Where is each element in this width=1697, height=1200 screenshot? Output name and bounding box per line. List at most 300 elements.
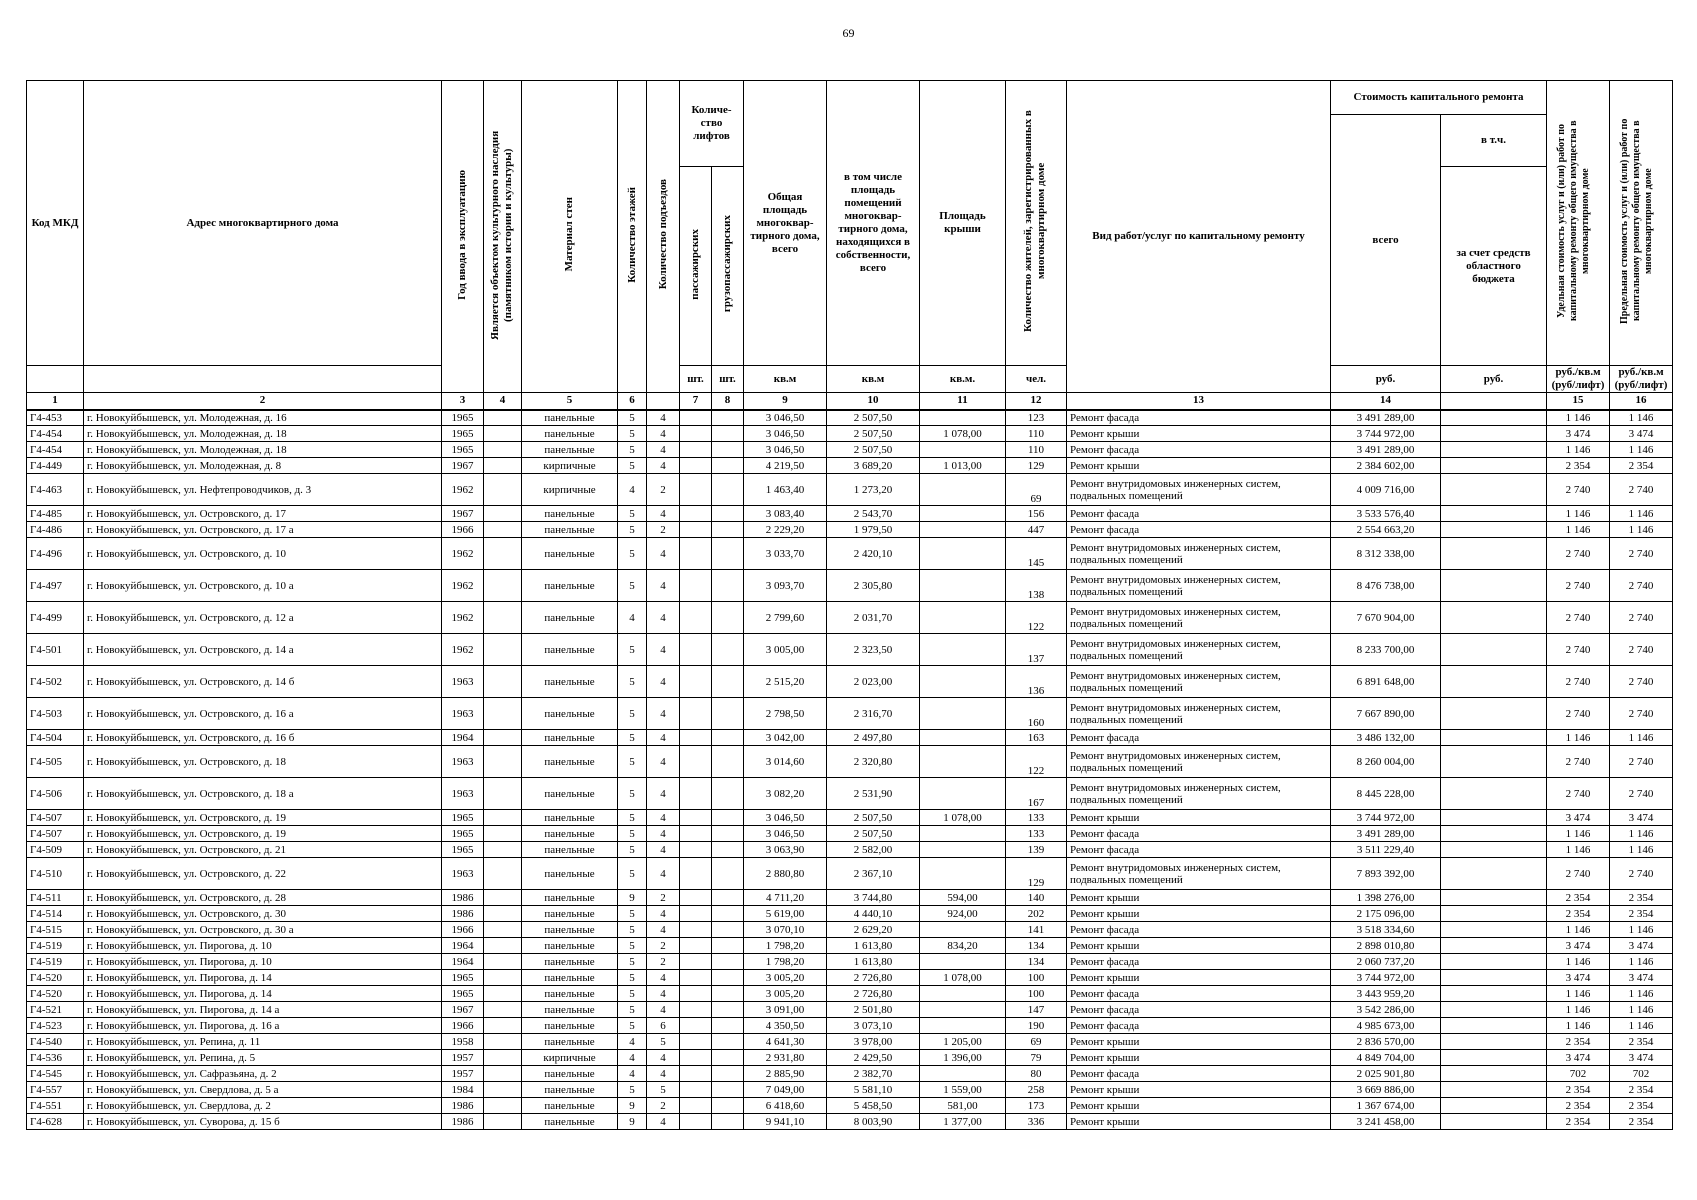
- cell-cost-regional: [1441, 426, 1547, 442]
- cell-cost-regional: [1441, 746, 1547, 778]
- cell-wall: панельные: [522, 538, 618, 570]
- cell-address: г. Новокуйбышевск, ул. Молодежная, д. 18: [84, 426, 442, 442]
- cell-cost-total: 3 491 289,00: [1331, 442, 1441, 458]
- cell-max-cost: 1 146: [1610, 986, 1673, 1002]
- cell-wall: панельные: [522, 858, 618, 890]
- cell-area-owned: 2 507,50: [827, 810, 920, 826]
- cell-wall: панельные: [522, 1082, 618, 1098]
- cell-wall: панельные: [522, 698, 618, 730]
- header-area-owned: в том числе площадь помещений многоквар-тирного дома, находящихся в собственности, всего: [827, 81, 920, 366]
- cell-entrances: 4: [647, 1066, 680, 1082]
- cell-code: Г4-499: [27, 602, 84, 634]
- header-work-type: Вид работ/услуг по капитальному ремонту: [1067, 81, 1331, 393]
- cell-max-cost: 2 354: [1610, 1114, 1673, 1130]
- cell-heritage: [484, 538, 522, 570]
- cell-cost-regional: [1441, 730, 1547, 746]
- cell-area-total: 1 463,40: [744, 474, 827, 506]
- cell-address: г. Новокуйбышевск, ул. Молодежная, д. 16: [84, 410, 442, 426]
- cell-cost-regional: [1441, 698, 1547, 730]
- cell-roof: [920, 602, 1006, 634]
- column-number: 8: [712, 393, 744, 410]
- cell-wall: панельные: [522, 506, 618, 522]
- cell-floors: 5: [618, 426, 647, 442]
- cell-floors: 5: [618, 634, 647, 666]
- cell-area-total: 7 049,00: [744, 1082, 827, 1098]
- cell-wall: панельные: [522, 1018, 618, 1034]
- cell-heritage: [484, 410, 522, 426]
- cell-roof: [920, 506, 1006, 522]
- cell-work: Ремонт крыши: [1067, 810, 1331, 826]
- cell-cost-regional: [1441, 666, 1547, 698]
- cell-unit-cost: 2 740: [1547, 666, 1610, 698]
- cell-lifts-cargo: [712, 1018, 744, 1034]
- cell-roof: 924,00: [920, 906, 1006, 922]
- cell-area-owned: 2 507,50: [827, 426, 920, 442]
- cell-cost-regional: [1441, 506, 1547, 522]
- cell-entrances: 4: [647, 986, 680, 1002]
- cell-code: Г4-507: [27, 826, 84, 842]
- cell-unit-cost: 2 740: [1547, 538, 1610, 570]
- header-lifts: Количе-ство лифтов: [680, 81, 744, 167]
- cell-heritage: [484, 522, 522, 538]
- cell-max-cost: 3 474: [1610, 810, 1673, 826]
- cell-code: Г4-501: [27, 634, 84, 666]
- cell-max-cost: 1 146: [1610, 826, 1673, 842]
- cell-residents: 134: [1006, 954, 1067, 970]
- cell-unit-cost: 2 740: [1547, 778, 1610, 810]
- cell-work: Ремонт крыши: [1067, 906, 1331, 922]
- cell-code: Г4-509: [27, 842, 84, 858]
- cell-cost-regional: [1441, 906, 1547, 922]
- cell-year: 1986: [442, 1098, 484, 1114]
- cell-residents: 100: [1006, 986, 1067, 1002]
- unit-area-total: кв.м: [744, 366, 827, 393]
- cell-area-total: 3 033,70: [744, 538, 827, 570]
- cell-entrances: 6: [647, 1018, 680, 1034]
- unit-area-owned: кв.м: [827, 366, 920, 393]
- header-cost-regional: за счет средств областного бюджета: [1441, 167, 1547, 366]
- cell-unit-cost: 1 146: [1547, 842, 1610, 858]
- table-row: [27, 442, 1673, 458]
- cell-roof: [920, 474, 1006, 506]
- cell-address: г. Новокуйбышевск, ул. Островского, д. 22: [84, 858, 442, 890]
- cell-cost-total: 4 009 716,00: [1331, 474, 1441, 506]
- cell-unit-cost: 2 354: [1547, 1082, 1610, 1098]
- cell-code: Г4-496: [27, 538, 84, 570]
- cell-lifts-pass: [680, 922, 712, 938]
- cell-max-cost: 2 740: [1610, 538, 1673, 570]
- cell-entrances: 4: [647, 602, 680, 634]
- cell-lifts-cargo: [712, 970, 744, 986]
- cell-code: Г4-485: [27, 506, 84, 522]
- cell-area-owned: 2 367,10: [827, 858, 920, 890]
- cell-code: Г4-519: [27, 938, 84, 954]
- cell-area-owned: 2 305,80: [827, 570, 920, 602]
- cell-year: 1967: [442, 506, 484, 522]
- cell-lifts-pass: [680, 842, 712, 858]
- cell-area-owned: 2 320,80: [827, 746, 920, 778]
- cell-cost-total: 3 518 334,60: [1331, 922, 1441, 938]
- cell-address: г. Новокуйбышевск, ул. Островского, д. 19: [84, 826, 442, 842]
- cell-area-total: 2 799,60: [744, 602, 827, 634]
- cell-code: Г4-536: [27, 1050, 84, 1066]
- cell-work: Ремонт крыши: [1067, 1034, 1331, 1050]
- cell-year: 1962: [442, 474, 484, 506]
- cell-cost-total: 3 669 886,00: [1331, 1082, 1441, 1098]
- cell-heritage: [484, 746, 522, 778]
- cell-heritage: [484, 1114, 522, 1130]
- cell-roof: 1 559,00: [920, 1082, 1006, 1098]
- cell-entrances: 2: [647, 890, 680, 906]
- cell-year: 1958: [442, 1034, 484, 1050]
- cell-code: Г4-519: [27, 954, 84, 970]
- cell-unit-cost: 2 740: [1547, 634, 1610, 666]
- cell-area-total: 3 005,00: [744, 634, 827, 666]
- cell-cost-regional: [1441, 1050, 1547, 1066]
- unit-residents: чел.: [1006, 366, 1067, 393]
- cell-unit-cost: 1 146: [1547, 986, 1610, 1002]
- cell-max-cost: 2 740: [1610, 698, 1673, 730]
- cell-floors: 9: [618, 1114, 647, 1130]
- cell-floors: 4: [618, 1066, 647, 1082]
- cell-address: г. Новокуйбышевск, ул. Молодежная, д. 18: [84, 442, 442, 458]
- cell-area-total: 3 046,50: [744, 442, 827, 458]
- header-cost-incl: в т.ч.: [1441, 115, 1547, 167]
- cell-heritage: [484, 938, 522, 954]
- cell-year: 1964: [442, 954, 484, 970]
- cell-unit-cost: 2 354: [1547, 890, 1610, 906]
- cell-lifts-cargo: [712, 474, 744, 506]
- cell-code: Г4-523: [27, 1018, 84, 1034]
- cell-area-total: 3 083,40: [744, 506, 827, 522]
- cell-area-owned: 3 744,80: [827, 890, 920, 906]
- table-row: [27, 810, 1673, 826]
- cell-work: Ремонт фасада: [1067, 1066, 1331, 1082]
- cell-work: Ремонт внутридомовых инженерных систем, подвальных помещений: [1067, 698, 1331, 730]
- cell-cost-total: 3 744 972,00: [1331, 426, 1441, 442]
- cell-max-cost: 1 146: [1610, 410, 1673, 426]
- cell-floors: 4: [618, 602, 647, 634]
- cell-heritage: [484, 570, 522, 602]
- cell-year: 1962: [442, 634, 484, 666]
- cell-unit-cost: 1 146: [1547, 954, 1610, 970]
- cell-area-total: 4 350,50: [744, 1018, 827, 1034]
- cell-address: г. Новокуйбышевск, ул. Пирогова, д. 14: [84, 970, 442, 986]
- table-row: [27, 970, 1673, 986]
- cell-address: г. Новокуйбышевск, ул. Островского, д. 30: [84, 906, 442, 922]
- cell-residents: 110: [1006, 442, 1067, 458]
- cell-max-cost: 1 146: [1610, 442, 1673, 458]
- cell-area-owned: 2 543,70: [827, 506, 920, 522]
- column-number-row: [27, 393, 1673, 410]
- cell-address: г. Новокуйбышевск, ул. Молодежная, д. 8: [84, 458, 442, 474]
- cell-work: Ремонт крыши: [1067, 1082, 1331, 1098]
- cell-wall: панельные: [522, 426, 618, 442]
- cell-cost-total: 8 476 738,00: [1331, 570, 1441, 602]
- cell-unit-cost: 3 474: [1547, 810, 1610, 826]
- cell-address: г. Новокуйбышевск, ул. Островского, д. 14 б: [84, 666, 442, 698]
- cell-work: Ремонт крыши: [1067, 1098, 1331, 1114]
- cell-residents: 138: [1006, 570, 1067, 602]
- cell-code: Г4-511: [27, 890, 84, 906]
- cell-lifts-pass: [680, 1050, 712, 1066]
- cell-year: 1964: [442, 730, 484, 746]
- column-number: 9: [744, 393, 827, 410]
- cell-lifts-cargo: [712, 746, 744, 778]
- cell-area-total: 1 798,20: [744, 938, 827, 954]
- cell-entrances: 4: [647, 426, 680, 442]
- cell-year: 1962: [442, 602, 484, 634]
- cell-lifts-pass: [680, 1018, 712, 1034]
- table-row: [27, 1050, 1673, 1066]
- column-number: 7: [680, 393, 712, 410]
- cell-cost-regional: [1441, 474, 1547, 506]
- column-number: 14: [1331, 393, 1441, 410]
- cell-cost-total: 2 898 010,80: [1331, 938, 1441, 954]
- cell-work: Ремонт внутридомовых инженерных систем, подвальных помещений: [1067, 666, 1331, 698]
- cell-cost-total: 7 670 904,00: [1331, 602, 1441, 634]
- cell-unit-cost: 1 146: [1547, 730, 1610, 746]
- cell-heritage: [484, 986, 522, 1002]
- cell-cost-total: 3 533 576,40: [1331, 506, 1441, 522]
- cell-residents: 134: [1006, 938, 1067, 954]
- cell-unit-cost: 3 474: [1547, 938, 1610, 954]
- cell-area-owned: 2 316,70: [827, 698, 920, 730]
- cell-area-total: 1 798,20: [744, 954, 827, 970]
- cell-entrances: 4: [647, 570, 680, 602]
- cell-max-cost: 702: [1610, 1066, 1673, 1082]
- cell-cost-total: 2 384 602,00: [1331, 458, 1441, 474]
- cell-roof: [920, 442, 1006, 458]
- column-number: 11: [920, 393, 1006, 410]
- cell-entrances: 4: [647, 458, 680, 474]
- cell-residents: 336: [1006, 1114, 1067, 1130]
- cell-code: Г4-514: [27, 906, 84, 922]
- cell-work: Ремонт внутридомовых инженерных систем, подвальных помещений: [1067, 778, 1331, 810]
- cell-lifts-cargo: [712, 410, 744, 426]
- header-year: Год ввода в эксплуатацию: [442, 81, 484, 393]
- cell-heritage: [484, 634, 522, 666]
- cell-lifts-cargo: [712, 426, 744, 442]
- cell-area-total: 2 229,20: [744, 522, 827, 538]
- cell-residents: 140: [1006, 890, 1067, 906]
- cell-area-owned: 2 497,80: [827, 730, 920, 746]
- cell-residents: 447: [1006, 522, 1067, 538]
- cell-entrances: 4: [647, 858, 680, 890]
- cell-lifts-pass: [680, 954, 712, 970]
- cell-wall: панельные: [522, 1034, 618, 1050]
- cell-unit-cost: 3 474: [1547, 1050, 1610, 1066]
- cell-cost-total: 2 025 901,80: [1331, 1066, 1441, 1082]
- table-row: [27, 778, 1673, 810]
- cell-residents: 147: [1006, 1002, 1067, 1018]
- cell-year: 1963: [442, 858, 484, 890]
- cell-unit-cost: 1 146: [1547, 442, 1610, 458]
- cell-max-cost: 2 354: [1610, 458, 1673, 474]
- cell-area-total: 3 046,50: [744, 426, 827, 442]
- cell-floors: 5: [618, 538, 647, 570]
- cell-entrances: 5: [647, 1034, 680, 1050]
- cell-area-owned: 5 581,10: [827, 1082, 920, 1098]
- cell-heritage: [484, 922, 522, 938]
- cell-lifts-pass: [680, 634, 712, 666]
- cell-heritage: [484, 442, 522, 458]
- cell-lifts-pass: [680, 570, 712, 602]
- cell-lifts-pass: [680, 458, 712, 474]
- cell-year: 1984: [442, 1082, 484, 1098]
- cell-lifts-cargo: [712, 666, 744, 698]
- cell-floors: 5: [618, 522, 647, 538]
- cell-floors: 5: [618, 506, 647, 522]
- cell-heritage: [484, 778, 522, 810]
- cell-lifts-cargo: [712, 954, 744, 970]
- cell-roof: 1 078,00: [920, 810, 1006, 826]
- cell-address: г. Новокуйбышевск, ул. Островского, д. 19: [84, 810, 442, 826]
- cell-area-owned: 1 273,20: [827, 474, 920, 506]
- table-header: [27, 81, 1673, 410]
- cell-lifts-pass: [680, 442, 712, 458]
- cell-floors: 4: [618, 1034, 647, 1050]
- cell-heritage: [484, 1050, 522, 1066]
- column-number: 6: [618, 393, 647, 410]
- table-row: [27, 906, 1673, 922]
- cell-lifts-cargo: [712, 922, 744, 938]
- cell-wall: панельные: [522, 1066, 618, 1082]
- table-row: [27, 1114, 1673, 1130]
- cell-max-cost: 2 354: [1610, 1082, 1673, 1098]
- cell-floors: 5: [618, 986, 647, 1002]
- cell-entrances: 4: [647, 506, 680, 522]
- cell-work: Ремонт фасада: [1067, 1018, 1331, 1034]
- cell-area-owned: 2 031,70: [827, 602, 920, 634]
- cell-residents: 202: [1006, 906, 1067, 922]
- cell-code: Г4-502: [27, 666, 84, 698]
- table-row: [27, 1082, 1673, 1098]
- cell-cost-regional: [1441, 858, 1547, 890]
- table-row: [27, 602, 1673, 634]
- cell-roof: [920, 746, 1006, 778]
- cell-cost-total: 3 443 959,20: [1331, 986, 1441, 1002]
- cell-work: Ремонт внутридомовых инженерных систем, подвальных помещений: [1067, 746, 1331, 778]
- cell-area-owned: 2 501,80: [827, 1002, 920, 1018]
- table-row: [27, 890, 1673, 906]
- cell-cost-total: 3 241 458,00: [1331, 1114, 1441, 1130]
- table-row: [27, 730, 1673, 746]
- cell-cost-regional: [1441, 602, 1547, 634]
- cell-area-total: 9 941,10: [744, 1114, 827, 1130]
- header-cost-total: всего: [1331, 115, 1441, 366]
- cell-floors: 5: [618, 746, 647, 778]
- cell-address: г. Новокуйбышевск, ул. Пирогова, д. 16 а: [84, 1018, 442, 1034]
- cell-address: г. Новокуйбышевск, ул. Репина, д. 11: [84, 1034, 442, 1050]
- cell-lifts-pass: [680, 538, 712, 570]
- cell-entrances: 2: [647, 1098, 680, 1114]
- cell-unit-cost: 1 146: [1547, 410, 1610, 426]
- cell-lifts-pass: [680, 506, 712, 522]
- cell-roof: [920, 730, 1006, 746]
- cell-lifts-pass: [680, 746, 712, 778]
- table-row: [27, 1066, 1673, 1082]
- header-heritage: Является объектом культурного наследия (памятником истории и культуры): [484, 81, 522, 393]
- cell-address: г. Новокуйбышевск, ул. Островского, д. 18 а: [84, 778, 442, 810]
- cell-floors: 5: [618, 954, 647, 970]
- cell-unit-cost: 2 354: [1547, 458, 1610, 474]
- cell-lifts-pass: [680, 906, 712, 922]
- cell-residents: 136: [1006, 666, 1067, 698]
- cell-floors: 9: [618, 1098, 647, 1114]
- header-entrances: Количество подъездов: [647, 81, 680, 393]
- cell-work: Ремонт крыши: [1067, 1050, 1331, 1066]
- cell-entrances: 4: [647, 810, 680, 826]
- cell-code: Г4-454: [27, 442, 84, 458]
- unit-max-cost: руб./кв.м (руб/лифт): [1610, 366, 1673, 393]
- cell-area-total: 3 046,50: [744, 810, 827, 826]
- cell-heritage: [484, 1082, 522, 1098]
- cell-cost-total: 3 491 289,00: [1331, 410, 1441, 426]
- cell-address: г. Новокуйбышевск, ул. Суворова, д. 15 б: [84, 1114, 442, 1130]
- cell-entrances: 4: [647, 1050, 680, 1066]
- cell-year: 1965: [442, 970, 484, 986]
- cell-max-cost: 2 740: [1610, 602, 1673, 634]
- cell-wall: панельные: [522, 634, 618, 666]
- cell-year: 1962: [442, 538, 484, 570]
- cell-entrances: 4: [647, 442, 680, 458]
- header-lifts-cargo: грузопассажирских: [712, 167, 744, 366]
- cell-roof: [920, 842, 1006, 858]
- cell-address: г. Новокуйбышевск, ул. Репина, д. 5: [84, 1050, 442, 1066]
- cell-roof: 1 377,00: [920, 1114, 1006, 1130]
- cell-cost-total: 3 511 229,40: [1331, 842, 1441, 858]
- cell-lifts-cargo: [712, 810, 744, 826]
- cell-unit-cost: 2 354: [1547, 906, 1610, 922]
- cell-residents: 79: [1006, 1050, 1067, 1066]
- cell-entrances: 4: [647, 698, 680, 730]
- cell-cost-regional: [1441, 922, 1547, 938]
- cell-roof: 594,00: [920, 890, 1006, 906]
- cell-address: г. Новокуйбышевск, ул. Нефтепроводчиков, д. 3: [84, 474, 442, 506]
- cell-max-cost: 2 354: [1610, 890, 1673, 906]
- cell-year: 1964: [442, 938, 484, 954]
- cell-max-cost: 2 740: [1610, 858, 1673, 890]
- cell-floors: 5: [618, 1082, 647, 1098]
- cell-area-total: 3 091,00: [744, 1002, 827, 1018]
- cell-address: г. Новокуйбышевск, ул. Сафразьяна, д. 2: [84, 1066, 442, 1082]
- cell-year: 1986: [442, 906, 484, 922]
- cell-work: Ремонт внутридомовых инженерных систем, подвальных помещений: [1067, 570, 1331, 602]
- cell-roof: [920, 634, 1006, 666]
- cell-roof: 1 396,00: [920, 1050, 1006, 1066]
- cell-address: г. Новокуйбышевск, ул. Свердлова, д. 2: [84, 1098, 442, 1114]
- cell-cost-total: 3 744 972,00: [1331, 970, 1441, 986]
- cell-max-cost: 2 740: [1610, 746, 1673, 778]
- cell-residents: 258: [1006, 1082, 1067, 1098]
- table-row: [27, 666, 1673, 698]
- cell-area-owned: 1 613,80: [827, 938, 920, 954]
- cell-lifts-cargo: [712, 858, 744, 890]
- cell-area-total: 2 880,80: [744, 858, 827, 890]
- cell-roof: 1 078,00: [920, 426, 1006, 442]
- cell-area-total: 3 005,20: [744, 970, 827, 986]
- cell-unit-cost: 702: [1547, 1066, 1610, 1082]
- cell-work: Ремонт крыши: [1067, 890, 1331, 906]
- cell-year: 1963: [442, 666, 484, 698]
- cell-floors: 5: [618, 826, 647, 842]
- cell-cost-regional: [1441, 1082, 1547, 1098]
- cell-lifts-cargo: [712, 1066, 744, 1082]
- cell-lifts-pass: [680, 602, 712, 634]
- unit-cost-total: руб.: [1331, 366, 1441, 393]
- cell-area-total: 3 093,70: [744, 570, 827, 602]
